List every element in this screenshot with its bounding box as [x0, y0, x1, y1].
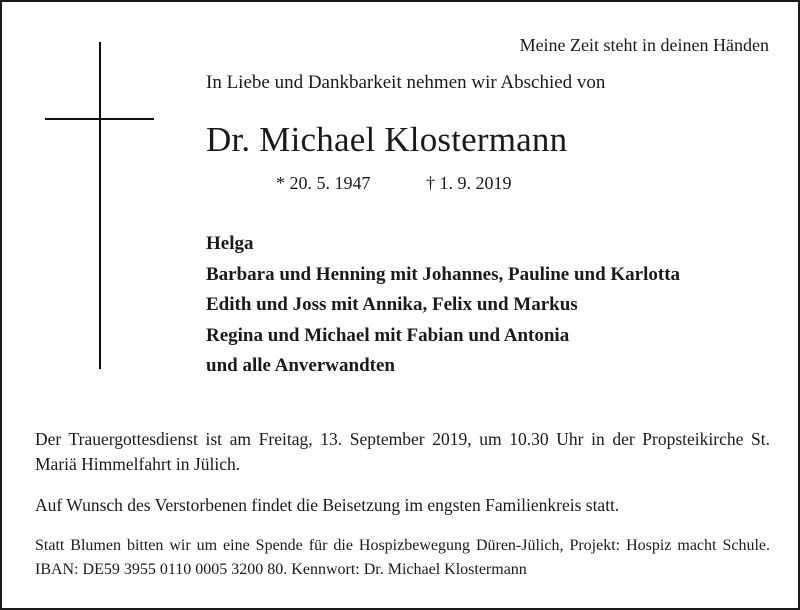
- death-date: † 1. 9. 2019: [426, 173, 512, 193]
- service-info: Der Trauergottesdienst ist am Freitag, 13. September 2019, um 10.30 Uhr in der Propsteikirche St. Mariä Himmelfahrt in Jülich.: [35, 429, 770, 474]
- birth-date: * 20. 5. 1947: [276, 173, 371, 193]
- cross-icon-crossbar: [45, 118, 154, 120]
- mourners-list: [206, 229, 680, 382]
- mourner-line: Regina und Michael mit Fabian und Antonia: [206, 324, 570, 346]
- mourner-line: Barbara und Henning mit Johannes, Pauline und Karlotta: [206, 263, 681, 285]
- mourner-line: Helga: [206, 233, 254, 254]
- deceased-name: Dr. Michael Klostermann: [206, 120, 568, 159]
- mourner-line: und alle Anverwandten: [206, 355, 395, 376]
- donation-info: Statt Blumen bitten wir um eine Spende für die Hospizbewegung Düren-Jülich, Projekt: Hospiz macht Schule. IBAN: DE59 3955 0110 0005 3200 80. Kennwort: Dr. Michael Klostermann: [35, 537, 770, 578]
- mourner-line: Edith und Joss mit Annika, Felix und Markus: [206, 294, 578, 315]
- motto: Meine Zeit steht in deinen Händen: [519, 35, 769, 55]
- burial-info: Auf Wunsch des Verstorbenen findet die Beisetzung im engsten Familienkreis statt.: [35, 495, 620, 515]
- cross-icon: [99, 42, 101, 369]
- intro-text: In Liebe und Dankbarkeit nehmen wir Abschied von: [206, 72, 606, 93]
